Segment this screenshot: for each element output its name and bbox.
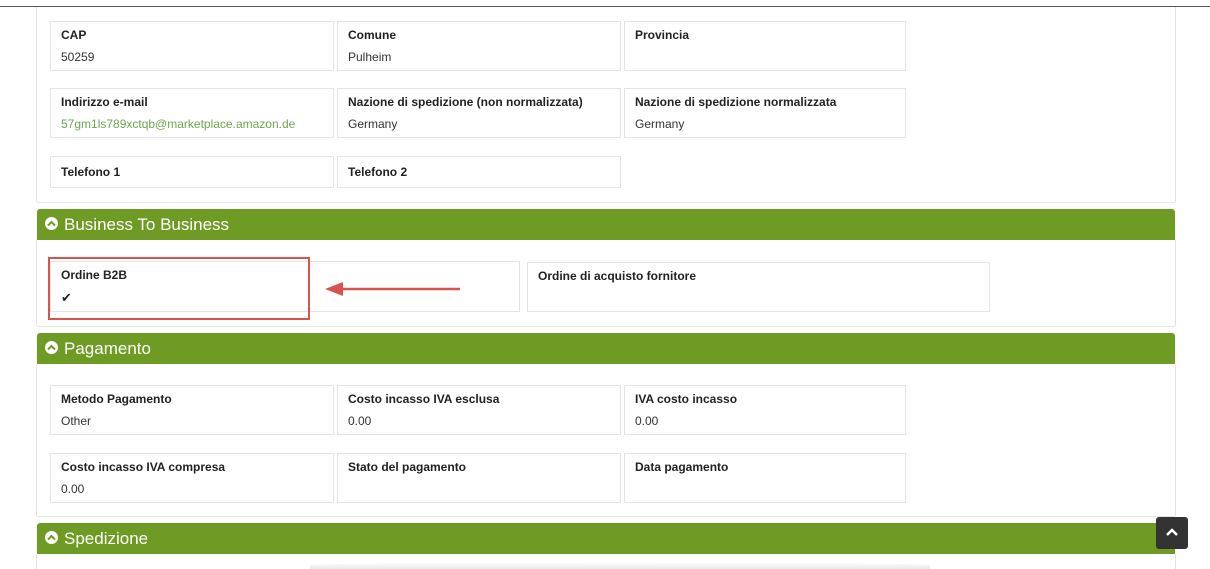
costo-escl-field (337, 385, 621, 435)
scroll-to-top-button[interactable] (1156, 517, 1188, 549)
section-separator (37, 326, 1175, 327)
cap-value: 50259 (61, 50, 95, 64)
telefono2-field (337, 156, 621, 188)
costo-escl-value: 0.00 (348, 414, 372, 428)
chevron-up-circle-icon (45, 341, 58, 354)
ordine-b2b-label: Ordine B2B (61, 268, 128, 282)
pagamento-section-header[interactable] (37, 333, 1175, 364)
nazione-raw-field (337, 88, 621, 138)
cap-field (50, 21, 334, 71)
panel-border-left (36, 364, 37, 516)
metodo-pagamento-label: Metodo Pagamento (61, 392, 172, 406)
section-separator (37, 202, 1175, 203)
iva-costo-value: 0.00 (635, 414, 659, 428)
stato-pagamento-field (337, 453, 621, 503)
ordine-acquisto-label: Ordine di acquisto fornitore (538, 269, 697, 283)
comune-label: Comune (348, 28, 396, 42)
chevron-up-icon (1165, 527, 1179, 537)
email-link[interactable]: 57gm1ls789xctqb@marketplace.amazon.de (61, 117, 296, 131)
pagamento-section-title: Pagamento (64, 339, 151, 358)
check-icon: ✔ (61, 290, 72, 305)
chevron-up-circle-icon (45, 217, 58, 230)
section-separator (37, 516, 1175, 517)
email-field (50, 88, 334, 138)
bottom-shadow (310, 562, 930, 569)
email-label: Indirizzo e-mail (61, 95, 148, 109)
b2b-section-title: Business To Business (64, 215, 230, 234)
comune-value: Pulheim (348, 50, 392, 64)
spedizione-section-title: Spedizione (64, 529, 149, 548)
chevron-up-circle-icon (45, 531, 58, 544)
iva-costo-field (624, 385, 906, 435)
nazione-raw-label: Nazione di spedizione (non normalizzata) (348, 95, 583, 109)
provincia-label: Provincia (635, 28, 690, 42)
costo-escl-label: Costo incasso IVA esclusa (348, 392, 500, 406)
panel-border-left (36, 554, 37, 569)
stato-pagamento-label: Stato del pagamento (348, 460, 467, 474)
telefono2-label: Telefono 2 (348, 165, 408, 179)
metodo-pagamento-value: Other (61, 414, 92, 428)
nazione-norm-label: Nazione di spedizione normalizzata (635, 95, 837, 109)
iva-costo-label: IVA costo incasso (635, 392, 738, 406)
nazione-norm-value: Germany (635, 117, 685, 131)
panel-border-left (36, 240, 37, 326)
panel-border-right (1175, 554, 1176, 569)
metodo-pagamento-field (50, 385, 334, 435)
data-pagamento-label: Data pagamento (635, 460, 729, 474)
telefono1-field (50, 156, 334, 188)
arrow-left-icon (325, 282, 461, 296)
spedizione-section-header[interactable] (37, 523, 1175, 554)
costo-compr-field (50, 453, 334, 503)
telefono1-label: Telefono 1 (61, 165, 121, 179)
highlight-box (48, 257, 310, 320)
ordine-acquisto-field (527, 262, 990, 312)
nazione-raw-value: Germany (348, 117, 398, 131)
costo-compr-value: 0.00 (61, 482, 85, 496)
top-divider (0, 6, 1210, 7)
b2b-section-header[interactable] (37, 209, 1175, 240)
provincia-field (624, 21, 906, 71)
costo-compr-label: Costo incasso IVA compresa (61, 460, 226, 474)
comune-field (337, 21, 621, 71)
nazione-norm-field (624, 88, 906, 138)
panel-border-right (1175, 7, 1176, 202)
panel-border-right (1175, 364, 1176, 516)
panel-border-left (36, 7, 37, 202)
panel-border-right (1175, 240, 1176, 326)
cap-label: CAP (61, 28, 87, 42)
data-pagamento-field (624, 453, 906, 503)
